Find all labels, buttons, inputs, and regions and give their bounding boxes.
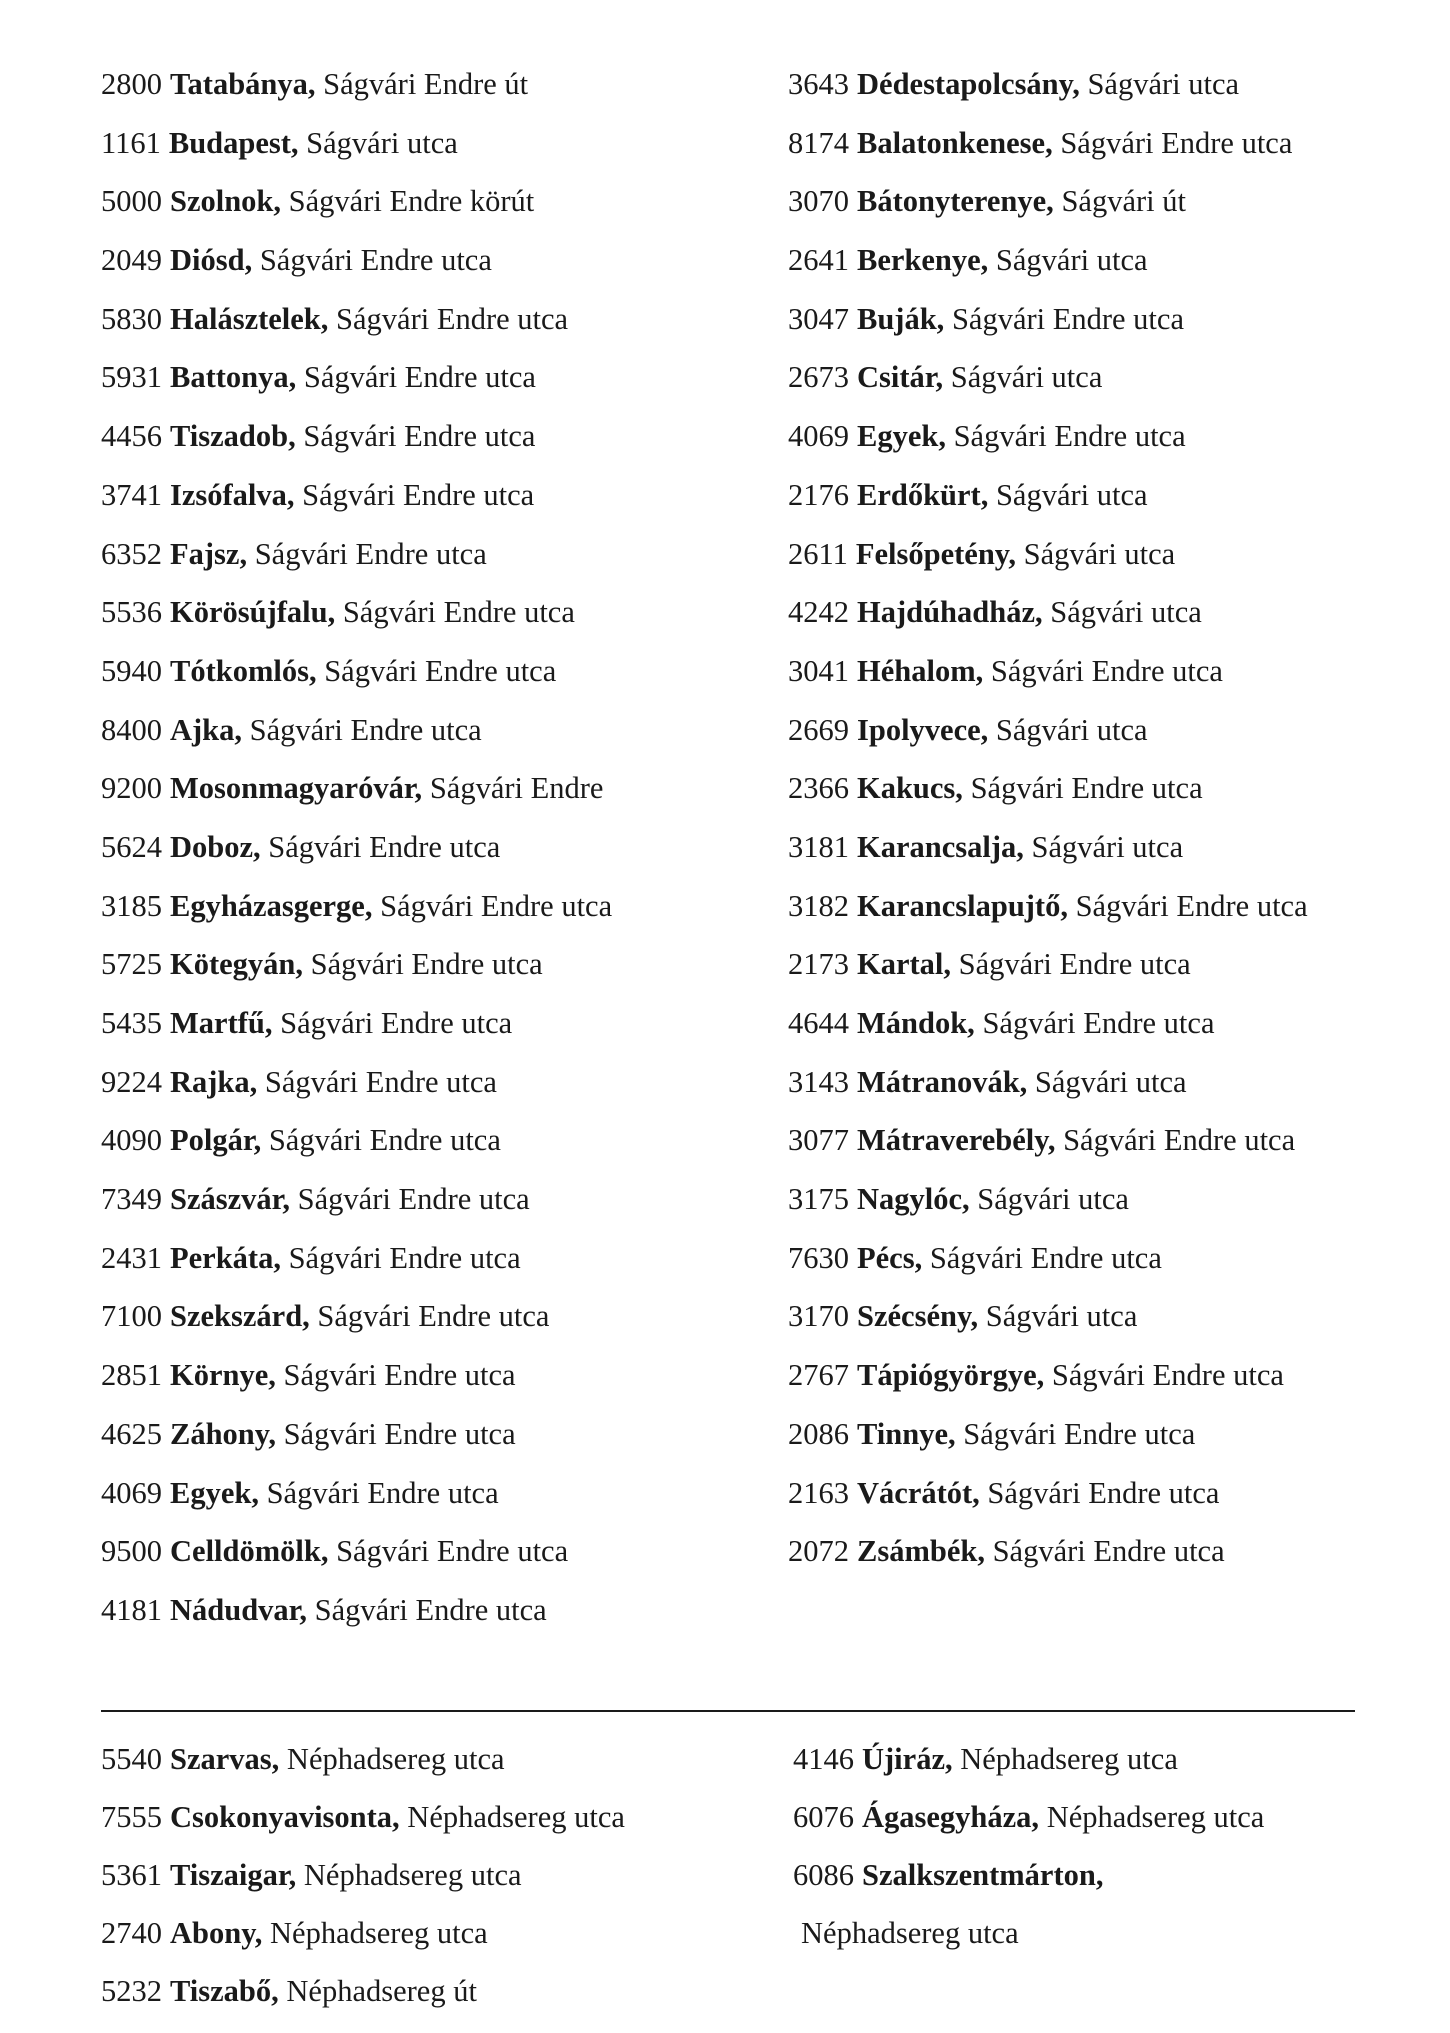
city-name: Tótkomlós, (170, 653, 317, 688)
city-name: Izsófalva, (170, 477, 295, 512)
postal-code: 7630 (788, 1240, 849, 1275)
street-name: Ságvári Endre út (323, 67, 529, 101)
street-name: Ságvári utca (977, 1182, 1129, 1217)
street-name: Néphadsereg utca (270, 1916, 488, 1950)
list-item (101, 114, 612, 173)
postal-code: 4644 (788, 1006, 849, 1040)
street-name: Ságvári Endre utca (288, 1240, 521, 1275)
city-name: Diósd, (170, 243, 253, 278)
postal-code: 7555 (101, 1800, 162, 1834)
city-name: Nagylóc, (857, 1182, 970, 1217)
list-item (101, 466, 612, 525)
city-name: Szekszárd, (170, 1299, 310, 1334)
list-item (793, 1730, 1264, 1788)
city-name: Tatabánya, (170, 67, 316, 101)
list-item (101, 642, 612, 701)
street-name: Ságvári utca (995, 712, 1148, 747)
postal-code: 6076 (793, 1800, 854, 1834)
street-name: Ságvári Endre (429, 771, 604, 806)
postal-code: 4069 (101, 1475, 162, 1510)
city-name: Szarvas, (170, 1742, 280, 1776)
postal-code: 3175 (788, 1182, 849, 1217)
street-name: Néphadsereg utca (286, 1742, 505, 1776)
city-name: Szolnok, (170, 184, 282, 219)
street-name: Ságvári Endre utca (303, 360, 536, 395)
street-name: Ságvári Endre utca (283, 1358, 516, 1393)
postal-code: 2086 (788, 1416, 849, 1451)
list-item (101, 1053, 612, 1112)
city-name: Kakucs, (857, 771, 963, 806)
street-name: Ságvári Endre utca (1060, 125, 1293, 160)
street-name: Ságvári Endre utca (268, 1123, 501, 1158)
street-name: Ságvári Endre utca (283, 1416, 516, 1451)
street-name: Néphadsereg utca (960, 1742, 1178, 1776)
city-name: Mosonmagyaróvár, (170, 771, 423, 806)
postal-code: 4069 (788, 419, 849, 454)
list-item (788, 466, 1308, 525)
list-item (101, 1405, 612, 1464)
section-divider (101, 1710, 1355, 1712)
city-name: Mátraverebély, (857, 1123, 1056, 1158)
list-item (101, 583, 612, 642)
postal-code: 2767 (788, 1358, 849, 1393)
street-name: Néphadsereg utca (303, 1858, 522, 1892)
postal-code: 5830 (101, 301, 162, 336)
postal-code: 3181 (788, 829, 849, 864)
city-name: Felsőpetény, (855, 536, 1016, 571)
city-name: Környe, (170, 1358, 276, 1393)
city-name: Berkenye, (857, 243, 989, 278)
street-name: Ságvári Endre utca (310, 947, 543, 982)
street-name: Ságvári Endre utca (970, 771, 1203, 806)
postal-code: 4146 (793, 1742, 854, 1776)
postal-code: 8174 (788, 125, 849, 160)
city-name: Egyek, (170, 1475, 259, 1510)
list-item (788, 290, 1308, 349)
street-name: Ságvári Endre utca (982, 1006, 1215, 1040)
list-item (788, 1053, 1308, 1112)
street-name: Néphadsereg út (286, 1974, 477, 2008)
postal-code: 5725 (101, 947, 162, 982)
city-name: Buják, (857, 301, 945, 336)
street-name: Ságvári Endre utca (324, 653, 557, 688)
list-item (101, 55, 612, 114)
postal-code: 3170 (788, 1299, 849, 1334)
postal-code: 5624 (101, 829, 162, 864)
city-name: Rajka, (170, 1064, 258, 1099)
city-name: Egyek, (857, 419, 946, 454)
city-name: Balatonkenese, (857, 125, 1053, 160)
list-item (101, 348, 612, 407)
city-name: Tiszabő, (170, 1974, 279, 2008)
street-name: Ságvári Endre utca (342, 595, 575, 630)
list-item (793, 1904, 1264, 1962)
list-item (101, 290, 612, 349)
city-name: Ajka, (170, 712, 243, 747)
list-item (788, 1464, 1308, 1523)
street-name: Ságvári Endre utca (951, 301, 1184, 336)
city-name: Körösújfalu, (170, 595, 336, 630)
list-item (788, 759, 1308, 818)
list-item (101, 994, 612, 1053)
city-name: Erdőkürt, (857, 477, 989, 512)
postal-code: 4181 (101, 1592, 162, 1627)
city-name: Martfű, (170, 1006, 273, 1040)
city-name: Nádudvar, (170, 1592, 308, 1627)
street-name: Ságvári Endre utca (990, 653, 1223, 688)
street-name: Néphadsereg utca (407, 1800, 625, 1834)
city-name: Záhony, (170, 1416, 276, 1451)
street-name: Ságvári Endre utca (264, 1064, 497, 1099)
sagvari-list-left (101, 55, 612, 1640)
postal-code: 2851 (101, 1358, 162, 1393)
list-item (101, 1581, 612, 1640)
postal-code: 7100 (101, 1299, 162, 1334)
postal-code: 3070 (788, 184, 849, 219)
postal-code: 2641 (788, 243, 849, 278)
street-name: Ságvári Endre utca (958, 947, 1191, 982)
postal-code: 5000 (101, 184, 162, 219)
city-name: Karancslapujtő, (857, 888, 1068, 923)
list-item (788, 231, 1308, 290)
postal-code: 3077 (788, 1123, 849, 1158)
list-item (788, 1405, 1308, 1464)
postal-code: 2163 (788, 1475, 849, 1510)
street-name: Ságvári utca (1050, 595, 1202, 630)
postal-code: 2049 (101, 243, 162, 278)
list-item (788, 1229, 1308, 1288)
postal-code: 5361 (101, 1858, 162, 1892)
postal-code: 6352 (101, 536, 162, 571)
city-name: Doboz, (170, 829, 261, 864)
street-name: Ságvári utca (306, 125, 458, 160)
list-item (788, 994, 1308, 1053)
nephadsereg-list-right (793, 1730, 1264, 1962)
street-name: Ságvári utca (1034, 1064, 1187, 1099)
postal-code: 8400 (101, 712, 162, 747)
list-item (788, 55, 1308, 114)
street-name: Néphadsereg utca (1046, 1800, 1265, 1834)
street-name: Ságvári Endre utca (1063, 1123, 1296, 1158)
list-item (788, 818, 1308, 877)
street-name: Ságvári Endre utca (303, 419, 536, 454)
street-name: Ságvári utca (995, 243, 1148, 278)
postal-code: 2366 (788, 771, 849, 806)
street-name: Ságvári Endre utca (302, 477, 535, 512)
list-item (101, 231, 612, 290)
list-item (788, 877, 1308, 936)
postal-code: 2740 (101, 1916, 162, 1950)
postal-code: 2176 (788, 477, 849, 512)
city-name: Tinnye, (857, 1416, 956, 1451)
street-name: Ságvári Endre utca (314, 1592, 547, 1627)
street-name: Ságvári Endre utca (259, 243, 492, 278)
postal-code: 2673 (788, 360, 849, 395)
list-item (793, 1788, 1264, 1846)
list-item (793, 1846, 1264, 1904)
street-name: Ságvári Endre utca (992, 1534, 1225, 1569)
list-item (788, 1287, 1308, 1346)
street-name: Ságvári Endre utca (280, 1006, 513, 1040)
city-name: Polgár, (170, 1123, 262, 1158)
city-name: Kartal, (857, 947, 952, 982)
list-item (788, 701, 1308, 760)
city-name: Héhalom, (857, 653, 984, 688)
city-name: Battonya, (170, 360, 297, 395)
postal-code: 5940 (101, 653, 162, 688)
postal-code: 3047 (788, 301, 849, 336)
city-name: Abony, (170, 1916, 263, 1950)
city-name: Pécs, (857, 1240, 923, 1275)
list-item (101, 877, 612, 936)
street-name: Néphadsereg utca (801, 1916, 1019, 1950)
city-name: Fajsz, (170, 536, 248, 571)
list-item (788, 1346, 1308, 1405)
street-name: Ságvári út (1061, 184, 1186, 219)
postal-code: 3185 (101, 888, 162, 923)
list-item (101, 1962, 625, 2020)
list-item (788, 642, 1308, 701)
postal-code: 3041 (788, 653, 849, 688)
postal-code: 9224 (101, 1064, 162, 1099)
city-name: Egyházasgerge, (170, 888, 373, 923)
city-name: Csokonyavisonta, (170, 1800, 400, 1834)
city-name: Ipolyvece, (857, 712, 989, 747)
list-item (101, 172, 612, 231)
city-name: Zsámbék, (857, 1534, 985, 1569)
street-name: Ságvári Endre utca (249, 712, 482, 747)
postal-code: 4456 (101, 419, 162, 454)
city-name: Halásztelek, (170, 301, 329, 336)
street-name: Ságvári Endre utca (380, 888, 613, 923)
city-name: Karancsalja, (857, 829, 1024, 864)
list-item (101, 935, 612, 994)
street-name: Ságvári utca (950, 360, 1103, 395)
list-item (788, 407, 1308, 466)
list-item (101, 407, 612, 466)
street-name: Ságvári Endre utca (987, 1475, 1220, 1510)
street-name: Ságvári Endre utca (953, 419, 1186, 454)
street-name: Ságvári utca (1023, 536, 1176, 571)
city-name: Vácrátót, (857, 1475, 980, 1510)
postal-code: 5536 (101, 595, 162, 630)
list-item (101, 1170, 612, 1229)
street-name: Ságvári Endre utca (297, 1182, 530, 1217)
postal-code: 3143 (788, 1064, 849, 1099)
postal-code: 6086 (793, 1858, 854, 1892)
postal-code: 9200 (101, 771, 162, 806)
list-item (101, 1287, 612, 1346)
list-item (101, 1111, 612, 1170)
city-name: Celldömölk, (170, 1534, 329, 1569)
list-item (788, 935, 1308, 994)
postal-code: 5931 (101, 360, 162, 395)
list-item (101, 1846, 625, 1904)
city-name: Bátonyterenye, (857, 184, 1054, 219)
list-item (788, 583, 1308, 642)
sagvari-list-right (788, 55, 1308, 1581)
postal-code: 2800 (101, 67, 162, 101)
postal-code: 9500 (101, 1534, 162, 1569)
postal-code: 7349 (101, 1182, 162, 1217)
postal-code: 2173 (788, 947, 849, 982)
city-name: Tápiógyörgye, (857, 1358, 1045, 1393)
street-name: Ságvári utca (995, 477, 1148, 512)
city-name: Újiráz, (862, 1742, 953, 1776)
street-name: Ságvári Endre utca (1075, 888, 1308, 923)
city-name: Ágasegyháza, (862, 1800, 1040, 1834)
city-name: Tiszaigar, (170, 1858, 297, 1892)
list-item (788, 1170, 1308, 1229)
postal-code: 4090 (101, 1123, 162, 1158)
list-item (788, 1522, 1308, 1581)
street-name: Ságvári Endre utca (336, 301, 569, 336)
city-name: Szászvár, (170, 1182, 291, 1217)
list-item (788, 172, 1308, 231)
city-name: Kötegyán, (170, 947, 304, 982)
postal-code: 2669 (788, 712, 849, 747)
street-name: Ságvári Endre utca (336, 1534, 569, 1569)
list-item (101, 1730, 625, 1788)
list-item (101, 701, 612, 760)
list-item (788, 1111, 1308, 1170)
city-name: Mátranovák, (857, 1064, 1028, 1099)
postal-code: 3182 (788, 888, 849, 923)
street-name: Ságvári Endre utca (929, 1240, 1162, 1275)
street-name: Ságvári Endre utca (1051, 1358, 1284, 1393)
postal-code: 4625 (101, 1416, 162, 1451)
list-item (101, 818, 612, 877)
list-item (101, 1464, 612, 1523)
street-name: Ságvári Endre körút (288, 184, 535, 219)
city-name: Budapest, (168, 125, 299, 160)
list-item (101, 1346, 612, 1405)
list-item (101, 525, 612, 584)
postal-code: 5435 (101, 1006, 162, 1040)
city-name: Tiszadob, (170, 419, 296, 454)
postal-code: 5232 (101, 1974, 162, 2008)
list-item (788, 525, 1308, 584)
street-name: Ságvári Endre utca (266, 1475, 499, 1510)
postal-code: 2431 (101, 1240, 162, 1275)
street-name: Ságvári utca (1031, 829, 1184, 864)
list-item (101, 1904, 625, 1962)
city-name: Szécsény, (857, 1299, 979, 1334)
postal-code: 1161 (101, 125, 161, 160)
city-name: Szalkszentmárton, (862, 1858, 1104, 1892)
street-name: Ságvári Endre utca (268, 829, 501, 864)
list-item (788, 114, 1308, 173)
nephadsereg-list-left (101, 1730, 625, 2020)
list-item (788, 348, 1308, 407)
city-name: Csitár, (857, 360, 944, 395)
list-item (101, 1522, 612, 1581)
city-name: Mándok, (857, 1006, 975, 1040)
postal-code: 5540 (101, 1742, 162, 1776)
postal-code: 2072 (788, 1534, 849, 1569)
list-item (101, 1229, 612, 1288)
street-name: Ságvári Endre utca (254, 536, 487, 571)
postal-code: 2611 (788, 536, 848, 571)
street-name: Ságvári utca (1087, 67, 1240, 101)
street-name: Ságvári Endre utca (963, 1416, 1196, 1451)
list-item (101, 759, 612, 818)
postal-code: 3741 (101, 477, 162, 512)
city-name: Perkáta, (170, 1240, 281, 1275)
street-name: Ságvári utca (985, 1299, 1138, 1334)
postal-code: 3643 (788, 67, 849, 101)
postal-code: 4242 (788, 595, 849, 630)
street-name: Ságvári Endre utca (317, 1299, 550, 1334)
city-name: Dédestapolcsány, (857, 67, 1080, 101)
list-item (101, 1788, 625, 1846)
city-name: Hajdúhadház, (857, 595, 1043, 630)
